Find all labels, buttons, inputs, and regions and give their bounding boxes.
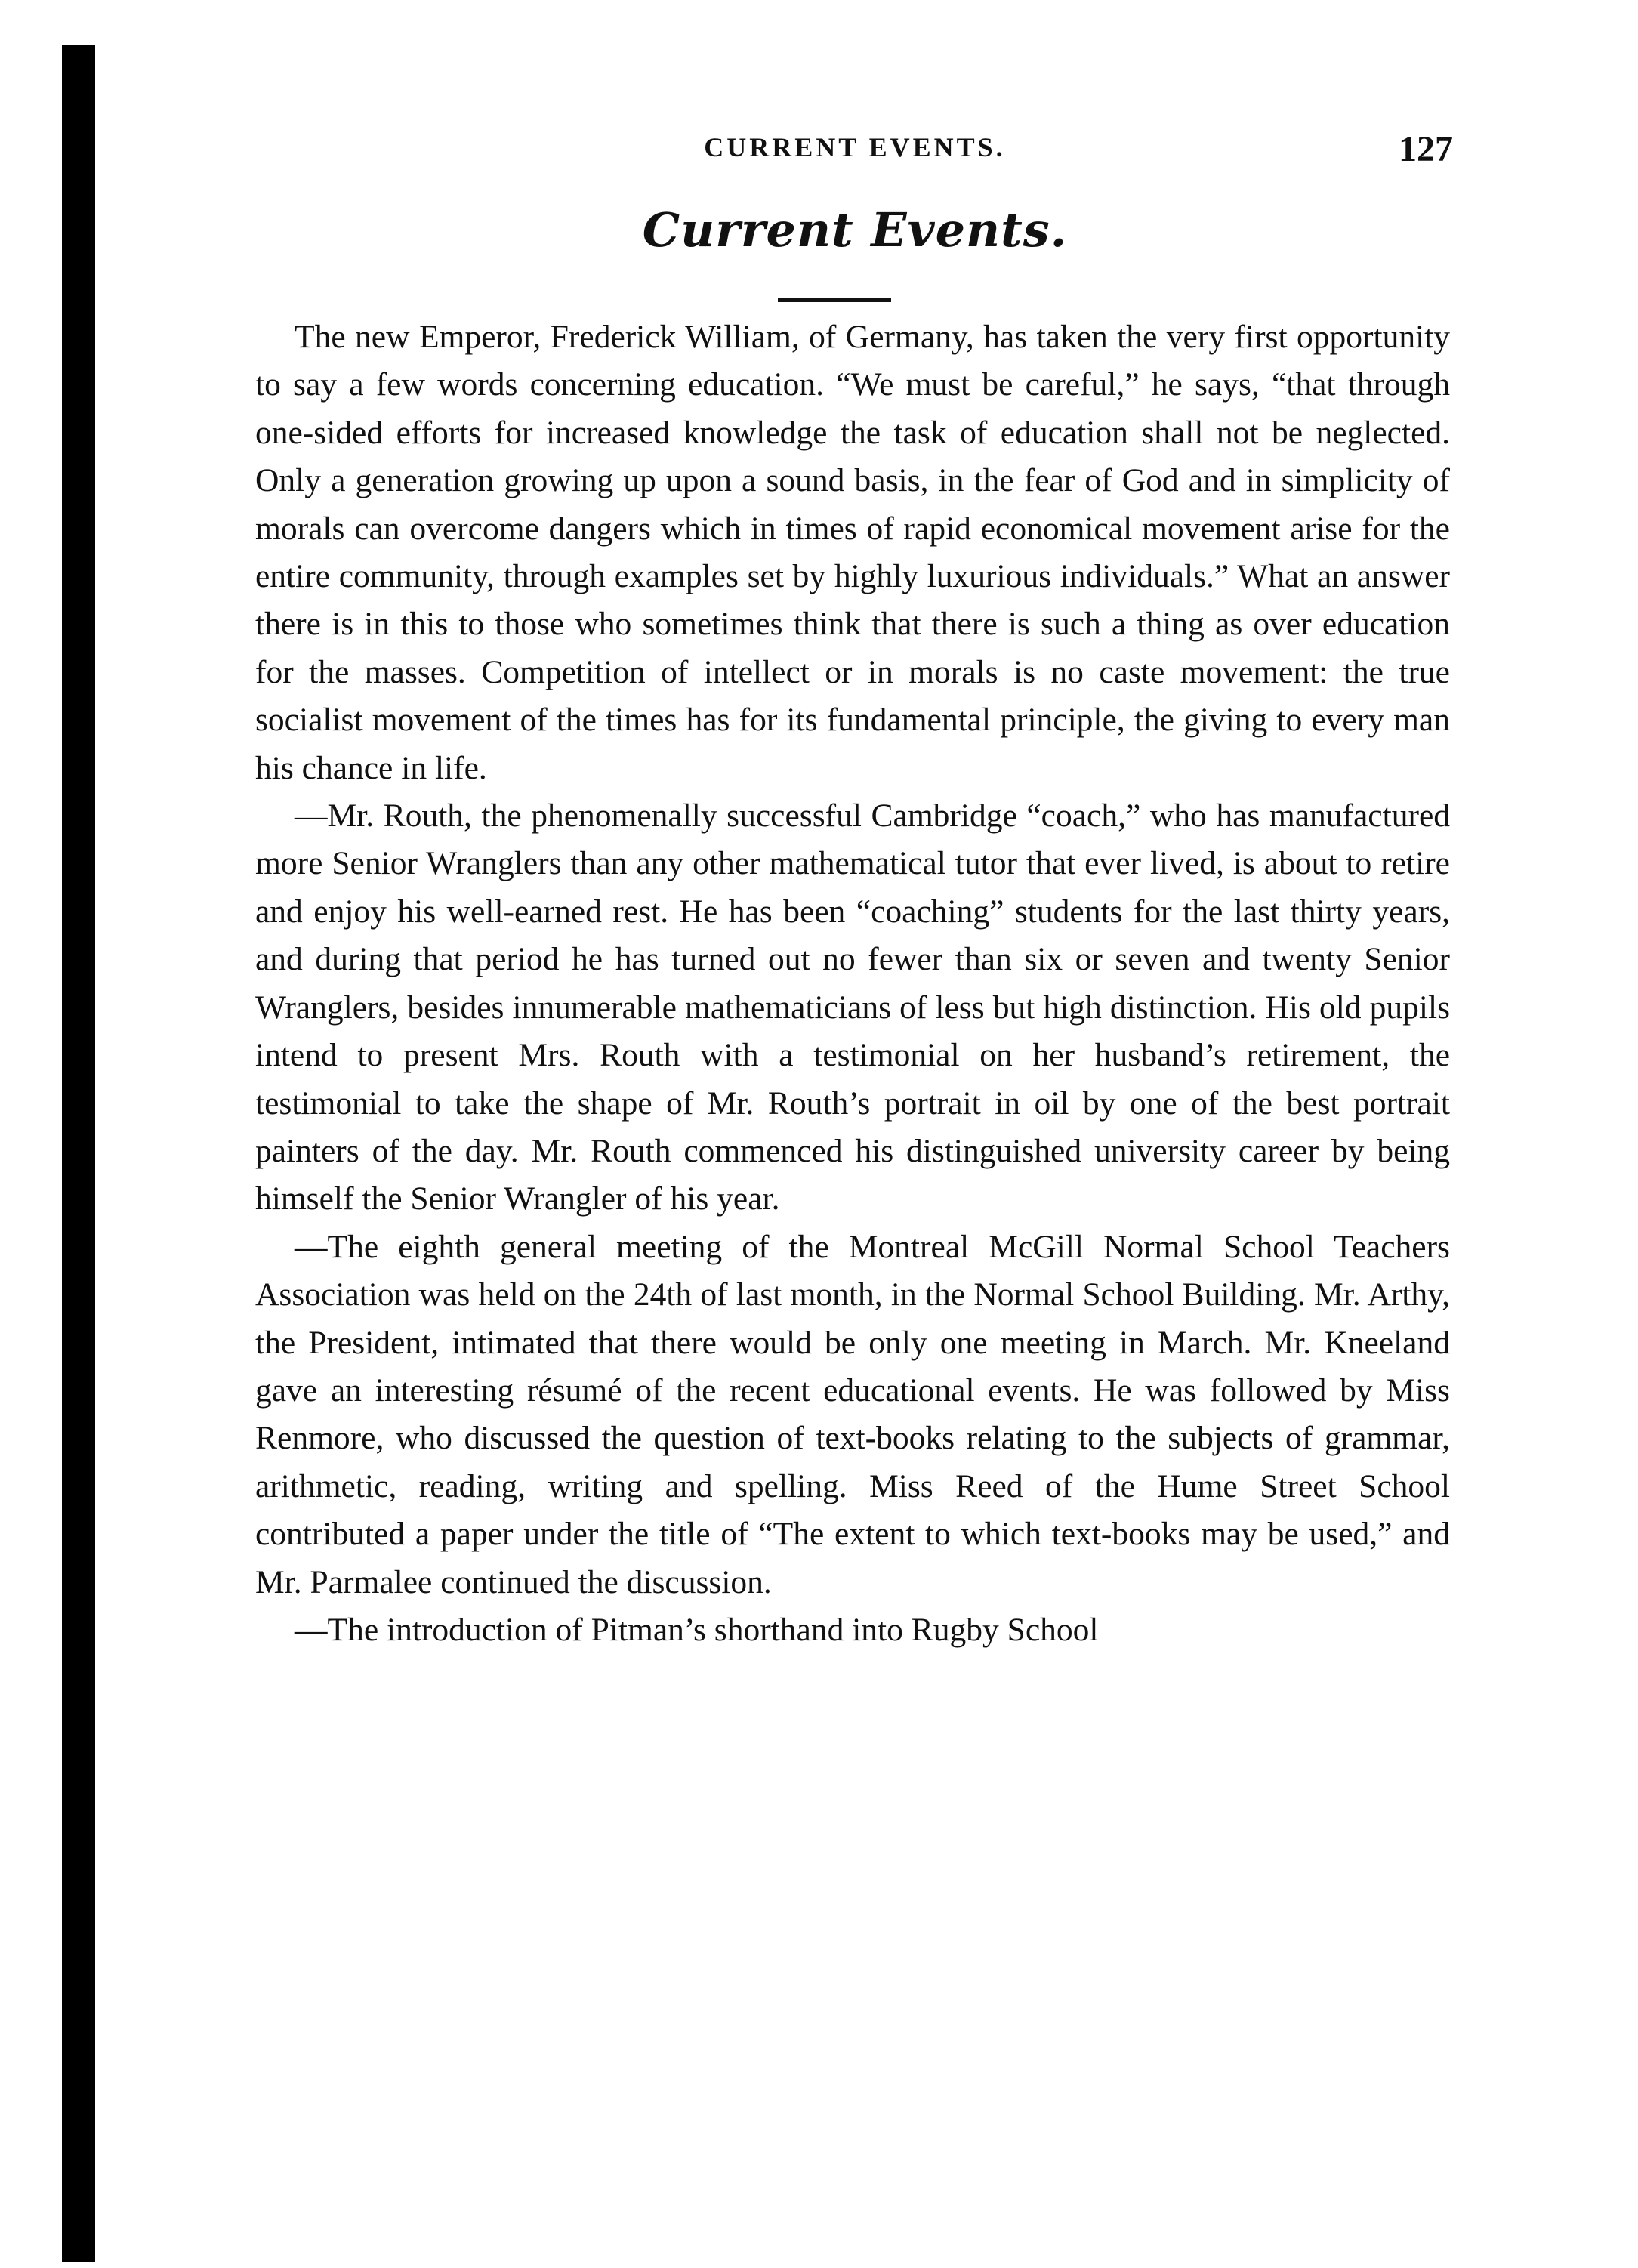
running-head xyxy=(257,128,1453,169)
page-number: 127 xyxy=(1399,129,1453,169)
paragraph-normal-school-meeting: —The eighth general meeting of the Montreal McGill Normal School Teachers Association was held on the 24th of last month, in the Normal School Building. Mr. Arthy, the President, intimated that there would be only one meeting in March. Mr. Kneeland gave an interesting résumé of the recent educational events. He was followed by Miss Renmore, who discussed the question of text-books relating to the subjects of grammar, arithmetic, reading, writing and spelling. Miss Reed of the Hume Street School contributed a paper under the title of “The extent to which text-books may be used,” and Mr. Parmalee continued the discussion. xyxy=(255,1228,1450,1600)
section-title: Current Events. xyxy=(642,202,1068,258)
binding-edge-bar xyxy=(62,45,95,2262)
running-title: CURRENT EVENTS. xyxy=(704,132,1006,162)
article-body xyxy=(255,313,1450,1654)
paragraph-routh-retirement: —Mr. Routh, the phenomenally successful Cambridge “coach,” who has manufactured more Senior Wranglers than any other mathematical tutor that ever lived, is about to retire and enjoy his well-earned rest. He has been “coaching” students for the last thirty years, and during that period he has turned out no fewer than six or seven and twenty Senior Wranglers, besides innumerable mathematicians of less but high distinction. His old pupils intend to present Mrs. Routh with a testimonial on her husband’s retirement, the testimonial to take the shape of Mr. Routh’s portrait in oil by one of the best portrait painters of the day. Mr. Routh commenced his distinguished university career by being himself the Senior Wrangler of his year. xyxy=(255,798,1450,1217)
paragraph-emperor-education: The new Emperor, Frederick William, of Germany, has taken the very first opportunity to say a few words concerning education. “We must be careful,” he says, “that through one-sided efforts for increased knowledge the task of education shall not be neglected. Only a generation growing up upon a sound basis, in the fear of God and in simplicity of morals can overcome dangers which in times of rapid economical movement arise for the entire community, through examples set by highly luxurious individuals.” What an answer there is in this to those who sometimes think that there is such a thing as over education for the masses. Competition of intellect or in morals is no caste movement: the true socialist movement of the times has for its fundamental principle, the giving to every man his chance in life. xyxy=(255,319,1450,786)
title-rule xyxy=(778,298,891,302)
paragraph-pitman-shorthand: —The introduction of Pitman’s shorthand into Rugby School xyxy=(295,1611,1099,1648)
